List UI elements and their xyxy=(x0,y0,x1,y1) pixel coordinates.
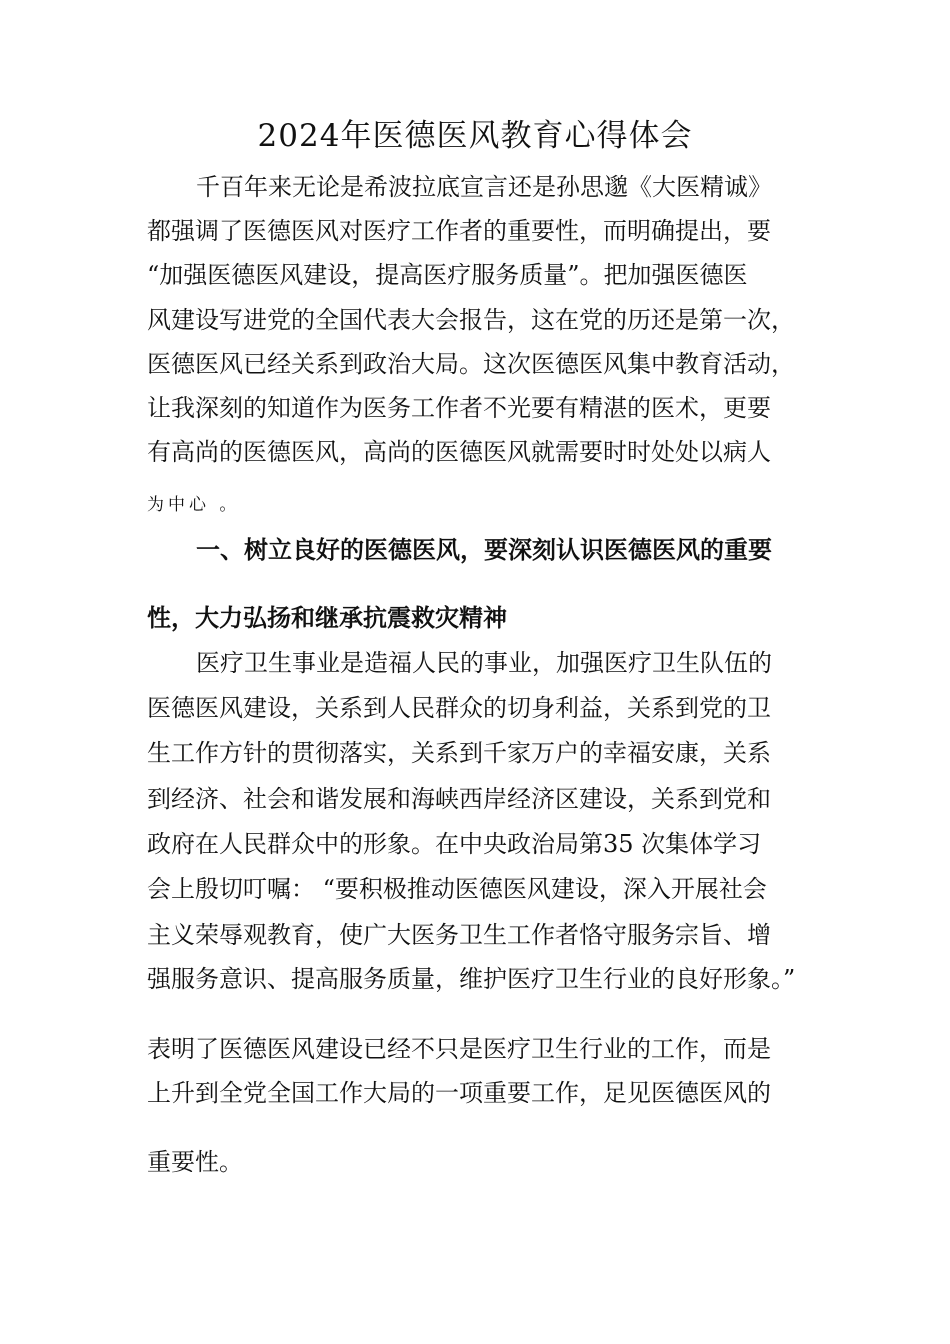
body-line: 主义荣辱观教育，使广大医务卫生工作者恪守服务宗旨、增 xyxy=(147,921,771,949)
body-line: 政府在人民群众中的形象。在中央政治局第35 次集体学习 xyxy=(147,830,762,858)
body-line: 医德医风建设，关系到人民群众的切身利益，关系到党的卫 xyxy=(147,694,771,722)
section-heading: 性，大力弘扬和继承抗震救灾精神 xyxy=(147,604,507,632)
body-line: 生工作方针的贯彻落实，关系到千家万户的幸福安康，关系 xyxy=(147,739,771,767)
intro-line: 千百年来无论是希波拉底宣言还是孙思邈《大医精诚》 xyxy=(196,173,772,201)
body-line: 重要性。 xyxy=(147,1148,243,1176)
section-heading: 一、树立良好的医德医风，要深刻认识医德医风的重要 xyxy=(196,536,772,564)
intro-line: 风建设写进党的全国代表大会报告，这在党的历还是第一次， xyxy=(147,306,795,334)
body-line: 到经济、社会和谐发展和海峡西岸经济区建设，关系到党和 xyxy=(147,785,771,813)
intro-line: 都强调了医德医风对医疗工作者的重要性，而明确提出，要 xyxy=(147,217,771,245)
intro-line: 让我深刻的知道作为医务工作者不光要有精湛的医术，更要 xyxy=(147,394,771,422)
intro-line: 医德医风已经关系到政治大局。这次医德医风集中教育活动， xyxy=(147,350,795,378)
body-line: 会上殷切叮嘱： “要积极推动医德医风建设，深入开展社会 xyxy=(147,875,767,903)
document-title: 2024年医德医风教育心得体会 xyxy=(257,118,693,154)
intro-line: 为中心 。 xyxy=(147,495,241,515)
intro-line: “加强医德医风建设，提高医疗服务质量”。把加强医德医 xyxy=(147,261,748,289)
body-line: 强服务意识、提高服务质量，维护医疗卫生行业的良好形象。” xyxy=(147,965,796,993)
body-line: 医疗卫生事业是造福人民的事业，加强医疗卫生队伍的 xyxy=(196,649,772,677)
body-line: 上升到全党全国工作大局的一项重要工作，足见医德医风的 xyxy=(147,1079,771,1107)
body-line: 表明了医德医风建设已经不只是医疗卫生行业的工作，而是 xyxy=(147,1035,771,1063)
intro-line: 有高尚的医德医风，高尚的医德医风就需要时时处处以病人 xyxy=(147,438,771,466)
